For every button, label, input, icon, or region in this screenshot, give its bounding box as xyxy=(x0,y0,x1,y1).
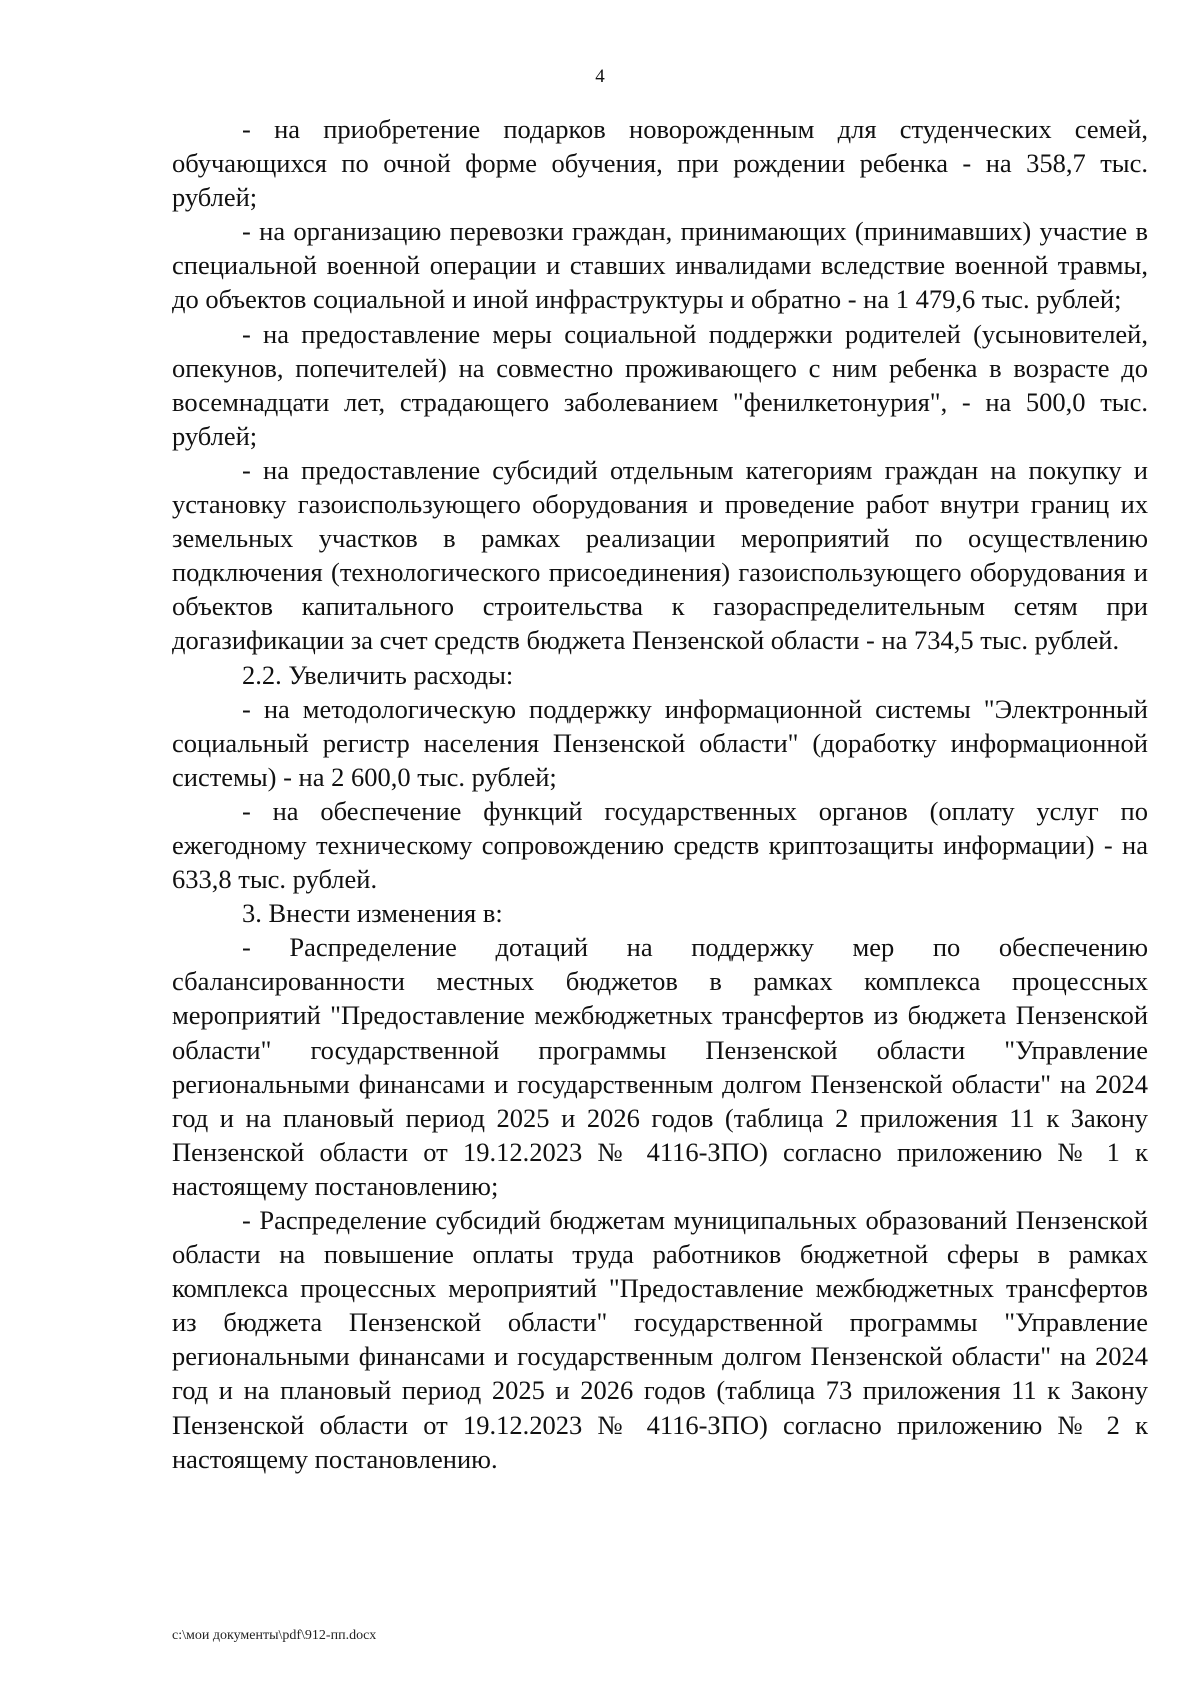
paragraph-crypto-protection: - на обеспечение функций государственных органов (оплату услуг по ежегодному техническому сопровождению средств криптозащиты информации) - на 633,8 тыс. рублей. xyxy=(172,795,1148,895)
paragraph-transport-veterans: - на организацию перевозки граждан, принимающих (принимавших) участие в специальной военной операции и ставших инвалидами вследствие военной травмы, до объектов социальной и иной инфраструктуры и обратно - на 1 479,6 тыс. рублей; xyxy=(172,216,1148,315)
file-path-footer: с:\мои документы\pdf\912-пп.docx xyxy=(172,1628,377,1643)
paragraph-gas-equipment-subsidies: - на предоставление субсидий отдельным категориям граждан на покупку и установку газоиспользующего оборудования и проведение работ внутри границ их земельных участков в рамках реализации мероприятий по осуществлению подключения (технологического присоединения) газоиспользующего оборудования и объектов капитального строительства к газораспределительным сетям при догазификации за счет средств бюджета Пензенской области - на 734,5 тыс. рублей. xyxy=(172,454,1148,656)
paragraph-social-register: - на методологическую поддержку информационной системы "Электронный социальный регистр населения Пензенской области" (доработку информационной системы) - на 2 600,0 тыс. рублей; xyxy=(172,693,1148,792)
section-2-2-heading: 2.2. Увеличить расходы: xyxy=(242,659,514,690)
paragraph-phenylketonuria-support: - на предоставление меры социальной поддержки родителей (усыновителей, опекунов, попечителей) на совместно проживающего с ним ребенка в возрасте до восемнадцати лет, страдающего заболеванием "фенилкетонурия", - на 500,0 тыс. рублей; xyxy=(172,318,1148,451)
page-number: 4 xyxy=(595,66,605,87)
section-3-heading: 3. Внести изменения в: xyxy=(242,898,503,929)
paragraph-subsidies-distribution: - Распределение субсидий бюджетам муниципальных образований Пензенской области на повышение оплаты труда работников бюджетной сферы в рамках комплекса процессных мероприятий "Предоставление межбюджетных трансфертов из бюджета Пензенской области" государственной программы "Управление региональными финансами и государственным долгом Пензенской области" на 2024 год и на плановый период 2025 и 2026 годов (таблица 73 приложения 11 к Закону Пензенской области от 19.12.2023 № 4116-ЗПО) согласно приложению № 2 к настоящему постановлению. xyxy=(172,1205,1148,1474)
paragraph-dotations-distribution: - Распределение дотаций на поддержку мер по обеспечению сбалансированности местных бюджетов в рамках комплекса процессных мероприятий "Предоставление межбюджетных трансфертов из бюджета Пензенской области" государственной программы Пензенской области "Управление региональными финансами и государственным долгом Пензенской области" на 2024 год и на плановый период 2025 и 2026 годов (таблица 2 приложения 11 к Закону Пензенской области от 19.12.2023 № 4116-ЗПО) согласно приложению № 1 к настоящему постановлению; xyxy=(172,932,1148,1201)
paragraph-gifts-newborns: - на приобретение подарков новорожденным для студенческих семей, обучающихся по очной форме обучения, при рождении ребенка - на 358,7 тыс. рублей; xyxy=(172,114,1148,213)
document-body xyxy=(172,112,1148,1476)
